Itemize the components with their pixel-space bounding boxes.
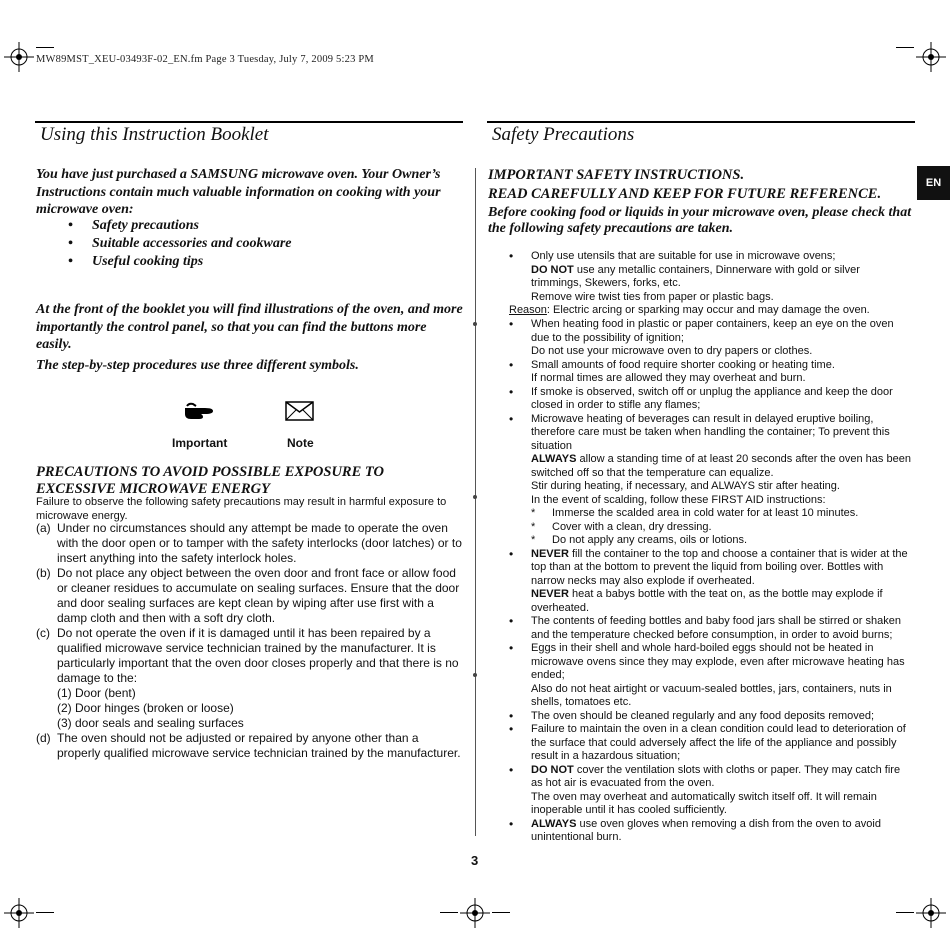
important-label: Important <box>172 436 228 450</box>
divider-dot <box>473 673 477 677</box>
list-item: (a) Under no circumstances should any attempt be made to operate the oven with the door open or to tamper with the safety interlocks (door latches) or to insert anything into the safety interlock holes. <box>36 521 462 565</box>
list-item: • Suitable accessories and cookware <box>68 235 458 253</box>
safety-heading <box>488 166 912 204</box>
column-divider <box>475 168 476 836</box>
damage-sub-item: (1) Door (bent) <box>57 686 136 700</box>
list-item: • The contents of feeding bottles and baby food jars shall be stirred or shaken and the temperature checked before consumption, in order to avoid burns; <box>509 615 913 642</box>
registration-mark-icon <box>4 42 34 72</box>
left-title-rule <box>35 121 463 123</box>
note-label: Note <box>287 436 314 450</box>
contents-bullet-list <box>68 217 458 271</box>
file-header: MW89MST_XEU-03493F-02_EN.fm Page 3 Tuesday, July 7, 2009 5:23 PM <box>36 54 374 65</box>
registration-mark-icon <box>916 898 946 928</box>
reason-line: Reason: Electric arcing or sparking may occur and may damage the oven. <box>509 304 870 316</box>
list-item: • Small amounts of food require shorter cooking or heating time. If normal times are allowed they may overheat and burn. <box>509 359 913 386</box>
registration-mark-icon <box>916 42 946 72</box>
precautions-list <box>36 521 464 761</box>
list-item: • If smoke is observed, switch off or unplug the appliance and keep the door closed in order to stifle any flames; <box>509 386 913 413</box>
right-title-rule <box>487 121 915 123</box>
illustrations-paragraph: At the front of the booklet you will find illustrations of the oven, and more importantly the control panel, so that you can find the buttons more easily. <box>36 302 463 352</box>
registration-mark-icon <box>460 898 490 928</box>
safety-list <box>509 250 913 304</box>
list-item: • When heating food in plastic or paper containers, keep an eye on the oven due to the possibility of ignition; Do not use your microwave oven to dry papers or clothes. <box>509 318 913 359</box>
pointing-hand-icon <box>183 400 215 422</box>
list-item: • Microwave heating of beverages can result in delayed eruptive boiling, therefore care must be taken when handling the container; To prevent this situation ALWAYS allow a standing time of at least 20 seconds after the oven has been switched off so that the temperature can equalize. Stir during heating, if necessary, and ALWAYS stir after heating. In the event of scalding, follow these FIRST AID instructions: * Immerse the scalded area in cold water for at least 10 minutes. * Cover with a clean, dry dressing. * Do not apply any creams, oils or lotions. <box>509 413 913 548</box>
list-item: • Eggs in their shell and whole hard-boiled eggs should not be heated in microwave ovens since they may explode, even after microwave heating has ended; Also do not heat airtight or vacuum-sealed bottles, jars, containers, nuts in shells, tomatoes etc. <box>509 642 913 710</box>
list-item: • ALWAYS use oven gloves when removing a dish from the oven to avoid unintentional burn. <box>509 818 913 845</box>
divider-dot <box>473 495 477 499</box>
crop-line <box>492 912 510 913</box>
symbols-paragraph: The step-by-step procedures use three different symbols. <box>36 358 359 373</box>
language-tab: EN <box>917 166 950 200</box>
divider-dot <box>473 322 477 326</box>
safety-heading-line-1: IMPORTANT SAFETY INSTRUCTIONS. <box>488 167 745 183</box>
precautions-heading-line-1: PRECAUTIONS TO AVOID POSSIBLE EXPOSURE TO <box>36 464 384 480</box>
registration-mark-icon <box>4 898 34 928</box>
list-item: (c) Do not operate the oven if it is damaged until it has been repaired by a qualified microwave service technician trained by the manufacturer. It is particularly important that the oven door closes properly and that there is no damage to the: (1) Door (bent) (2) Door hinges (broken or loose) (3) door seals and sealing surfaces <box>36 626 464 731</box>
right-section-title: Safety Precautions <box>492 124 635 145</box>
first-aid-step: * Do not apply any creams, oils or lotions. <box>531 534 913 548</box>
safety-heading-line-2: READ CAREFULLY AND KEEP FOR FUTURE REFERENCE. <box>488 186 882 202</box>
crop-line <box>36 912 54 913</box>
list-item: • Only use utensils that are suitable for use in microwave ovens; DO NOT use any metallic containers, Dinnerware with gold or silver trimmings, Skewers, forks, etc. Remove wire twist ties from paper or plastic bags. <box>509 250 913 304</box>
damage-sub-item: (3) door seals and sealing surfaces <box>57 716 244 730</box>
safety-subheading: Before cooking food or liquids in your microwave oven, please check that the following safety precautions are taken. <box>488 205 912 236</box>
precautions-intro: Failure to observe the following safety precautions may result in harmful exposure to microwave energy. <box>36 496 447 522</box>
envelope-icon <box>285 401 314 421</box>
list-item: • Useful cooking tips <box>68 253 458 271</box>
list-item: (b) Do not place any object between the oven door and front face or allow food or cleaner residues to accumulate on sealing surfaces. Ensure that the door and door sealing surfaces are kept clean by wiping after use first with a damp cloth and then with a soft dry cloth. <box>36 566 460 625</box>
list-item: • Safety precautions <box>68 217 458 235</box>
intro-paragraph: You have just purchased a SAMSUNG microwave oven. Your Owner’s Instructions contain much valuable information on cooking with your microwave oven: <box>36 167 441 217</box>
first-aid-step: * Cover with a clean, dry dressing. <box>531 521 913 535</box>
list-item: • The oven should be cleaned regularly and any food deposits removed; <box>509 710 913 724</box>
precautions-heading <box>36 464 464 498</box>
precautions-heading-line-2: EXCESSIVE MICROWAVE ENERGY <box>36 480 270 497</box>
crop-line <box>896 47 914 48</box>
list-item: • DO NOT cover the ventilation slots with cloths or paper. They may catch fire as hot air is evacuated from the oven. The oven may overheat and automatically switch itself off. It will remain inoperable until it has cooled sufficiently. <box>509 764 913 818</box>
crop-line <box>36 47 54 48</box>
crop-line <box>440 912 458 913</box>
page-number: 3 <box>471 853 479 868</box>
first-aid-step: * Immerse the scalded area in cold water for at least 10 minutes. <box>531 507 913 521</box>
list-item: • NEVER fill the container to the top and choose a container that is wider at the top than at the bottom to prevent the liquid from boiling over. Bottles with narrow necks may also explode if overheated. NEVER heat a babys bottle with the teat on, as the bottle may explode if overheated. <box>509 548 913 616</box>
left-section-title: Using this Instruction Booklet <box>40 124 269 145</box>
safety-list <box>509 318 913 845</box>
crop-line <box>896 912 914 913</box>
damage-sub-item: (2) Door hinges (broken or loose) <box>57 701 234 715</box>
list-item: • Failure to maintain the oven in a clean condition could lead to deterioration of the surface that could adversely affect the life of the appliance and possibly result in a hazardous situation; <box>509 723 913 764</box>
list-item: (d) The oven should not be adjusted or repaired by anyone other than a properly qualified microwave service technician trained by the manufacturer. <box>36 731 461 760</box>
